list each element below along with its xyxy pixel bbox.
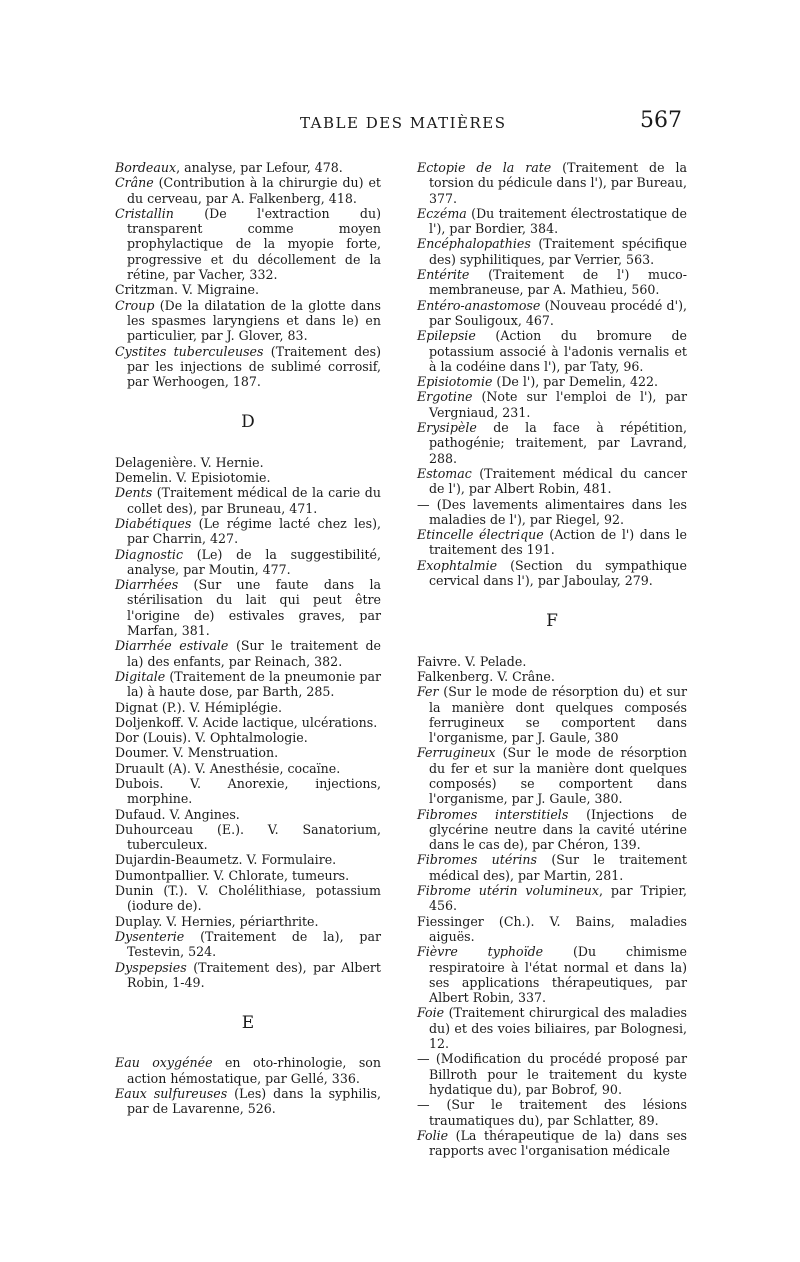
entry-text: de la face à répétition, pathogénie; traitement, par Lavrand, 288. [429,420,687,466]
index-entry [417,1097,687,1128]
entry-text: (La thérapeutique de la) dans ses rapports avec l'organisation médicale [429,1127,687,1159]
entry-text: , analyse, par Lefour, 478. [176,160,343,175]
index-entry [115,344,381,390]
index-entry [417,944,687,1005]
index-entry [417,328,687,374]
entry-term: Entéro-anastomose [417,297,541,313]
index-entry [115,1086,381,1117]
entry-text: Dunin (T.). V. Cholélithiase, potassium (iodure de). [115,883,381,914]
entry-text: (Sur le traitement de la) des enfants, par Reinach, 382. [127,638,381,669]
index-entry [417,807,687,853]
index-entry [417,527,687,558]
entry-term: Etincelle électrique [417,527,544,543]
entry-term: Cystites tuberculeuses [115,343,264,359]
entry-term: Fibrome utérin volumineux [417,883,599,899]
entry-text: Dignat (P.). V. Hémiplégie. [115,699,283,715]
index-entry [115,776,381,807]
entry-text: (Nouveau procédé d'), par Souligoux, 467. [429,297,687,328]
index-entry [115,929,381,960]
index-entry [417,1128,687,1159]
index-entry [115,822,381,853]
entry-term: Diarrhée estivale [115,638,229,654]
entry-text: Demelin. V. Episiotomie. [115,470,271,486]
entry-text: , par Tripier, 456. [429,883,687,914]
entry-text: (Traitement de l') muco-membraneuse, par A. Mathieu, 560. [429,267,687,298]
index-entry [417,160,687,206]
entry-text: (Action du bromure de potassium associé à l'adonis vernalis et à la codéine dans l'), par Taty, 96. [429,328,687,374]
index-entry [115,160,381,175]
entry-text: (Du traitement électrostatique de l'), par Bordier, 384. [429,205,687,237]
index-entry [417,497,687,528]
entry-term: Episiotomie [417,374,493,390]
index-entry [417,669,687,684]
entry-text: Druault (A). V. Anesthésie, cocaïne. [115,760,341,776]
entry-term: Dyspepsies [115,959,187,975]
entry-text: (De la dilatation de la glotte dans les spasmes laryngiens et dans le) en particulier, par J. Glover, 83. [127,297,381,344]
entry-text: (Du chimisme respiratoire à l'état normal et dans la) ses applications thérapeutiques, par Albert Robin, 337. [429,944,687,1006]
index-entry [115,175,381,206]
index-entry [115,715,381,730]
index-entry [115,730,381,745]
entry-text: (De l'extraction du) transparent comme moyen prophylactique de la myopie forte, progressive et du décollement de la rétine, par Vacher, 332. [127,205,381,283]
entry-term: Eau oxygénée [115,1055,213,1071]
index-entry [417,389,687,420]
entry-term: Diagnostic [115,546,183,562]
index-entry [115,282,381,297]
entry-text: Critzman. V. Migraine. [115,282,259,298]
index-entry [417,745,687,806]
index-entry [115,669,381,700]
entry-term: Folie [417,1127,449,1143]
index-entry [115,1055,381,1086]
entry-text: Duplay. V. Hernies, périarthrite. [115,913,319,929]
index-entry [115,761,381,776]
section-letter: D [241,412,255,433]
entry-text: en oto-rhinologie, son action hémostatique, par Gellé, 336. [127,1055,381,1086]
entry-text: Faivre. V. Pelade. [417,653,527,669]
entry-term: Fièvre typhoïde [417,944,544,960]
entry-text: (Traitement chirurgical des maladies du) et des voies biliaires, par Bolognesi, 12. [429,1005,687,1052]
entry-term: Epilepsie [417,328,476,344]
entry-term: Diabétiques [115,515,192,531]
entry-text: Dufaud. V. Angines. [115,806,240,822]
index-entry [417,1005,687,1051]
index-entry [115,914,381,929]
entry-text: (Le) de la suggestibilité, analyse, par Moutin, 477. [127,546,381,577]
running-title: TABLE DES MATIÈRES [300,114,507,132]
entry-term: Fibromes interstitiels [417,806,569,822]
entry-text: — (Des lavements alimentaires dans les maladies de l'), par Riegel, 92. [417,496,687,527]
entry-text: (Traitement des), par Albert Robin, 1-49. [127,959,381,990]
index-entry [417,654,687,669]
entry-text: (De l'), par Demelin, 422. [492,374,659,390]
index-entry [115,516,381,547]
index-entry [115,745,381,760]
index-entry [417,558,687,589]
entry-text: (Sur le mode de résorption du) et sur la manière dont quelques composés ferrugineux se comportent dans l'organisme, par J. Gaule, 380 [429,684,687,746]
entry-term: Ectopie de la rate [417,160,552,175]
entry-term: Exophtalmie [417,557,498,573]
entry-text: Doumer. V. Menstruation. [115,745,279,761]
entry-text: Dumontpallier. V. Chlorate, tumeurs. [115,867,350,883]
index-entry [115,807,381,822]
entry-text: (Les) dans la syphilis, par de Lavarenne, 526. [127,1086,381,1117]
index-entry [417,267,687,298]
entry-text: (Traitement des) par les injections de sublimé corrosif, par Werhoogen, 187. [127,343,381,390]
entry-term: Eczéma [417,205,467,221]
index-entry [417,883,687,914]
index-entry [417,206,687,237]
section-letter: E [241,1013,255,1034]
entry-term: Eaux sulfureuses [115,1086,228,1102]
entry-text: Dujardin-Beaumetz. V. Formulaire. [115,852,337,868]
entry-term: Ferrugineux [417,745,496,761]
entry-text: (Contribution à la chirurgie du) et du cerveau, par A. Falkenberg, 418. [127,175,381,206]
index-entry [115,960,381,991]
entry-term: Bordeaux [115,160,177,175]
index-entry [115,485,381,516]
entry-text: (Traitement médical du cancer de l'), par Albert Robin, 481. [429,465,687,497]
entry-term: Fer [417,684,439,700]
page-number: 567 [640,108,682,133]
entry-text: — (Sur le traitement des lésions traumatiques du), par Schlatter, 89. [417,1097,687,1128]
entry-text: (Note sur l'emploi de l'), par Vergniaud, 231. [429,389,687,420]
entry-term: Digitale [115,668,166,684]
index-entry [115,638,381,669]
index-entry [417,914,687,945]
page-header [0,108,800,142]
index-entry [417,852,687,883]
entry-text: (Traitement de la pneumonie par la) à haute dose, par Barth, 285. [127,668,381,700]
entry-term: Dysenterie [115,928,185,944]
entry-term: Entérite [417,267,470,283]
entry-text: (Le régime lacté chez les), par Charrin, 427. [127,515,381,547]
entry-term: Croup [115,297,155,313]
entry-term: Erysipèle [417,420,477,436]
index-entry [115,298,381,344]
index-entry [115,470,381,485]
index-entry [115,852,381,867]
index-entry [417,374,687,389]
entry-text: Duhourceau (E.). V. Sanatorium, tuberculeux. [115,821,381,853]
entry-term: Crâne [115,175,154,191]
entry-text: (Traitement médical de la carie du collet des), par Bruneau, 471. [127,485,381,516]
entry-term: Fibromes utérins [417,852,537,868]
entry-text: Delagenière. V. Hernie. [115,454,264,470]
entry-text: (Sur une faute dans la stérilisation du lait qui peut être l'origine de) estivales graves, par Marfan, 381. [127,577,381,639]
entry-text: (Traitement spécifique des) syphilitiques, par Verrier, 563. [429,236,687,267]
entry-text: (Traitement de la torsion du pédicule dans l'), par Bureau, 377. [429,160,687,206]
index-entry [417,684,687,745]
entry-term: Foie [417,1005,445,1021]
index-entry [417,1051,687,1097]
entry-text: — (Modification du procédé proposé par Billroth pour le traitement du kyste hydatique du), par Bobrof, 90. [417,1051,687,1097]
entry-text: Dor (Louis). V. Ophtalmologie. [115,730,308,746]
entry-text: Dubois. V. Anorexie, injections, morphine. [115,775,381,807]
entry-text: Fiessinger (Ch.). V. Bains, maladies aiguës. [417,913,687,944]
entry-term: Ergotine [417,389,473,405]
index-entry [417,236,687,267]
left-column [115,160,381,1117]
entry-text: (Section du sympathique cervical dans l'), par Jaboulay, 279. [429,557,687,589]
index-entry [115,547,381,578]
section-letter: F [546,611,558,632]
entry-text: (Sur le traitement médical des), par Martin, 281. [429,852,687,883]
index-entry [115,455,381,470]
entry-text: (Sur le mode de résorption du fer et sur la manière dont quelques composés) se comportent dans l'organisme, par J. Gaule, 380. [429,745,687,807]
entry-text: Falkenberg. V. Crâne. [417,668,555,684]
index-entry [115,206,381,282]
index-entry [417,466,687,497]
index-entry [115,883,381,914]
entry-text: (Injections de glycérine neutre dans la cavité utérine dans le cas de), par Chéron, 139. [429,806,687,853]
right-column [417,160,687,1158]
index-entry [417,420,687,466]
entry-term: Cristallin [115,205,174,221]
entry-text: Doljenkoff. V. Acide lactique, ulcérations. [115,714,378,730]
entry-term: Dents [115,485,153,501]
index-entry [417,298,687,329]
index-entry [115,700,381,715]
entry-text: (Traitement de la), par Testevin, 524. [127,928,381,960]
index-entry [115,868,381,883]
entry-text: (Action de l') dans le traitement des 191. [429,527,687,558]
entry-term: Encéphalopathies [417,236,531,252]
index-entry [115,577,381,638]
entry-term: Estomac [417,465,472,481]
entry-term: Diarrhées [115,577,179,593]
